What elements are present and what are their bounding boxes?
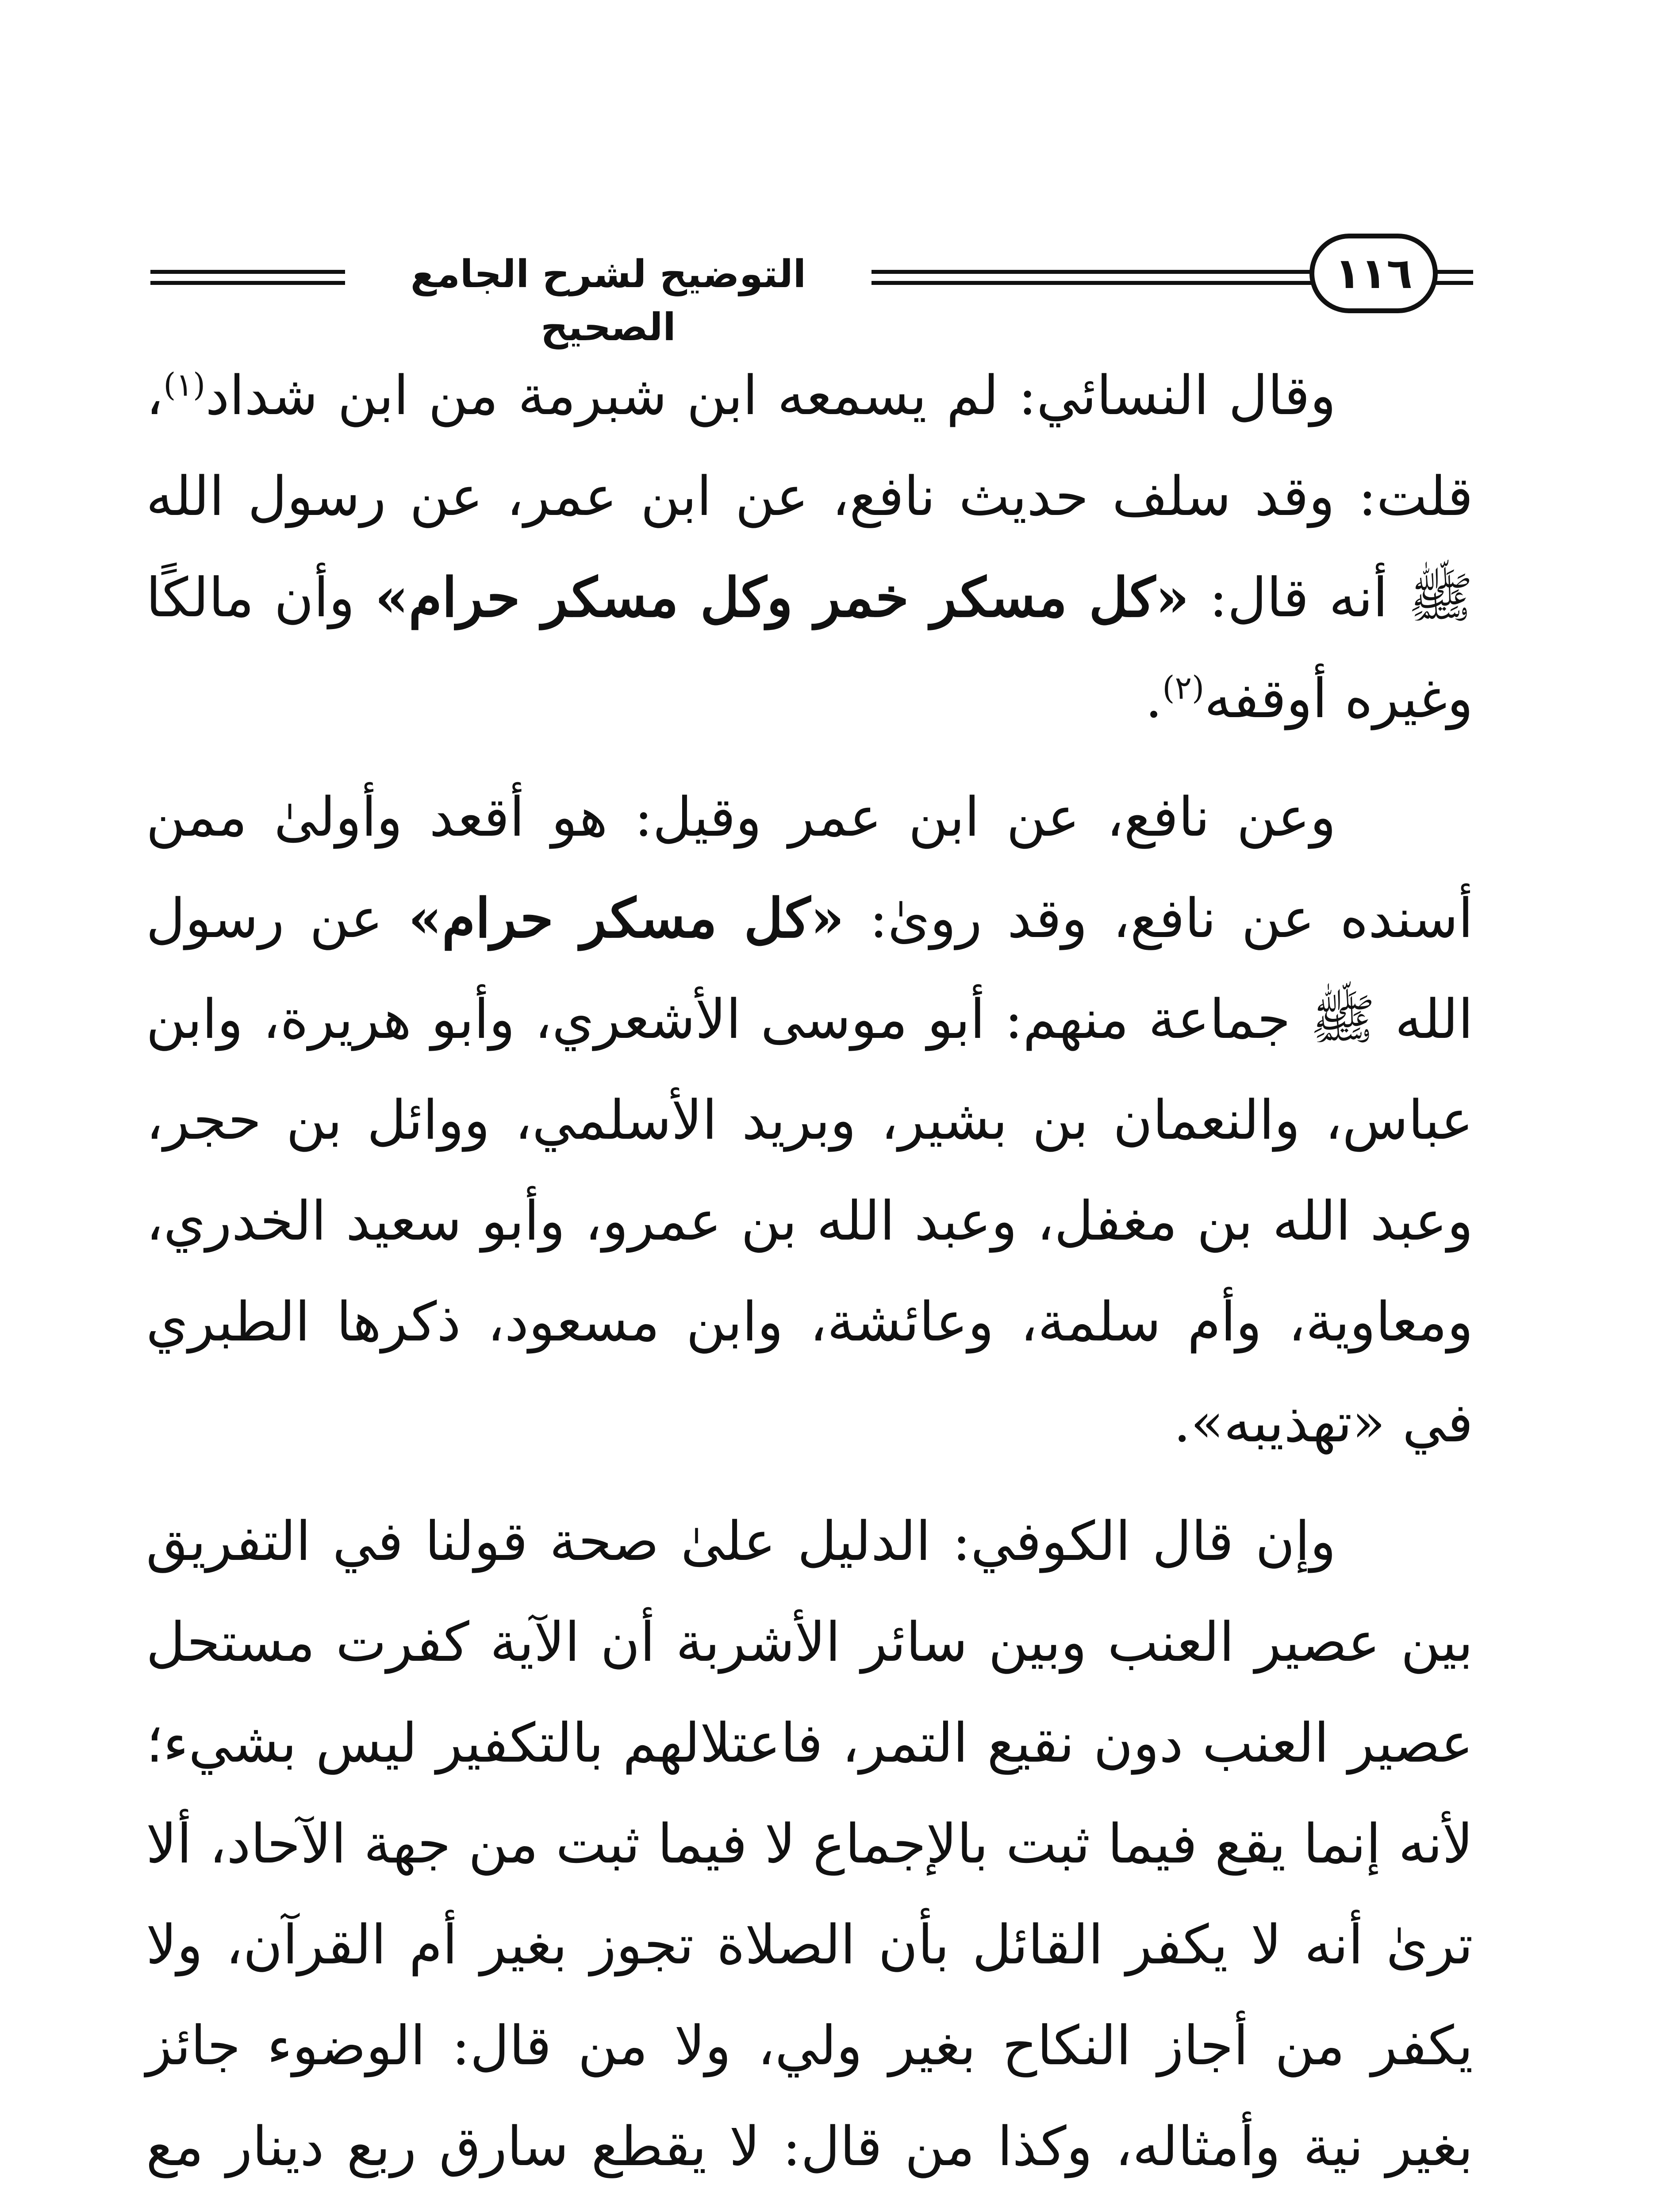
- main-text: [146, 345, 1473, 2212]
- footnote-ref-1: (١): [163, 366, 206, 403]
- hadith-quote: «كل مسكر حرام»: [408, 886, 845, 950]
- running-title: التوضيح لشرح الجامع الصحيح: [410, 252, 806, 349]
- text-segment: وإن قال الكوفي: الدليل علىٰ صحة قولنا في التفريق بين عصير العنب وبين سائر الأشربة أن الآية كفرت مستحل عصير العنب دون نقيع التمر، فاعتلالهم بالتكفير ليس بشيء؛ لأنه إنما يقع فيما ثبت بالإجماع لا فيما ثبت من جهة الآحاد، ألا ترىٰ أنه لا يكفر القائل بأن الصلاة تجوز بغير أم القرآن، ولا يكفر من أجاز النكاح بغير ولي، ولا من قال: الوضوء جائز بغير نية وأمثاله، وكذا من قال: لا يقطع سارق ربع دينار مع: [146, 1510, 1473, 2178]
- paragraph: [146, 1491, 1473, 2212]
- text-segment: عن رسول الله ﷺ جماعة منهم: أبو موسى الأشعري، وأبو هريرة، وابن عباس، والنعمان بن بشير، وبريد الأسلمي، ووائل بن حجر، وعبد الله بن مغفل، وعبد الله بن عمرو، وأبو سعيد الخدري، ومعاوية، وأم سلمة، وعائشة، وابن مسعود، ذكرها الطبري في «تهذيبه».: [146, 887, 1473, 1454]
- header-rule-right: [1433, 270, 1473, 285]
- paragraph: [146, 767, 1473, 1473]
- paragraph: [146, 345, 1473, 749]
- text-segment: وقال النسائي: لم يسمعه ابن شبرمة من ابن شداد: [205, 364, 1336, 427]
- header-rule-middle: [871, 270, 1314, 285]
- page-number: ١١٦: [1309, 234, 1438, 313]
- hadith-quote: «كل مسكر خمر وكل مسكر حرام»: [375, 565, 1190, 629]
- text-segment: وعن نافع، عن ابن عمر وقيل: هو أقعد وأولىٰ ممن أسنده عن نافع، وقد روىٰ:: [146, 786, 1473, 950]
- header-rule-left: [150, 270, 345, 285]
- footnote-ref-2: (٢): [1162, 669, 1205, 707]
- text-segment: .: [1145, 667, 1163, 730]
- text-segment: وأن مالكًا وغيره أوقفه: [146, 566, 1473, 730]
- text-segment: ، قلت: وقد سلف حديث نافع، عن ابن عمر، عن رسول الله ﷺ أنه قال:: [146, 364, 1474, 629]
- running-header: [150, 230, 1464, 349]
